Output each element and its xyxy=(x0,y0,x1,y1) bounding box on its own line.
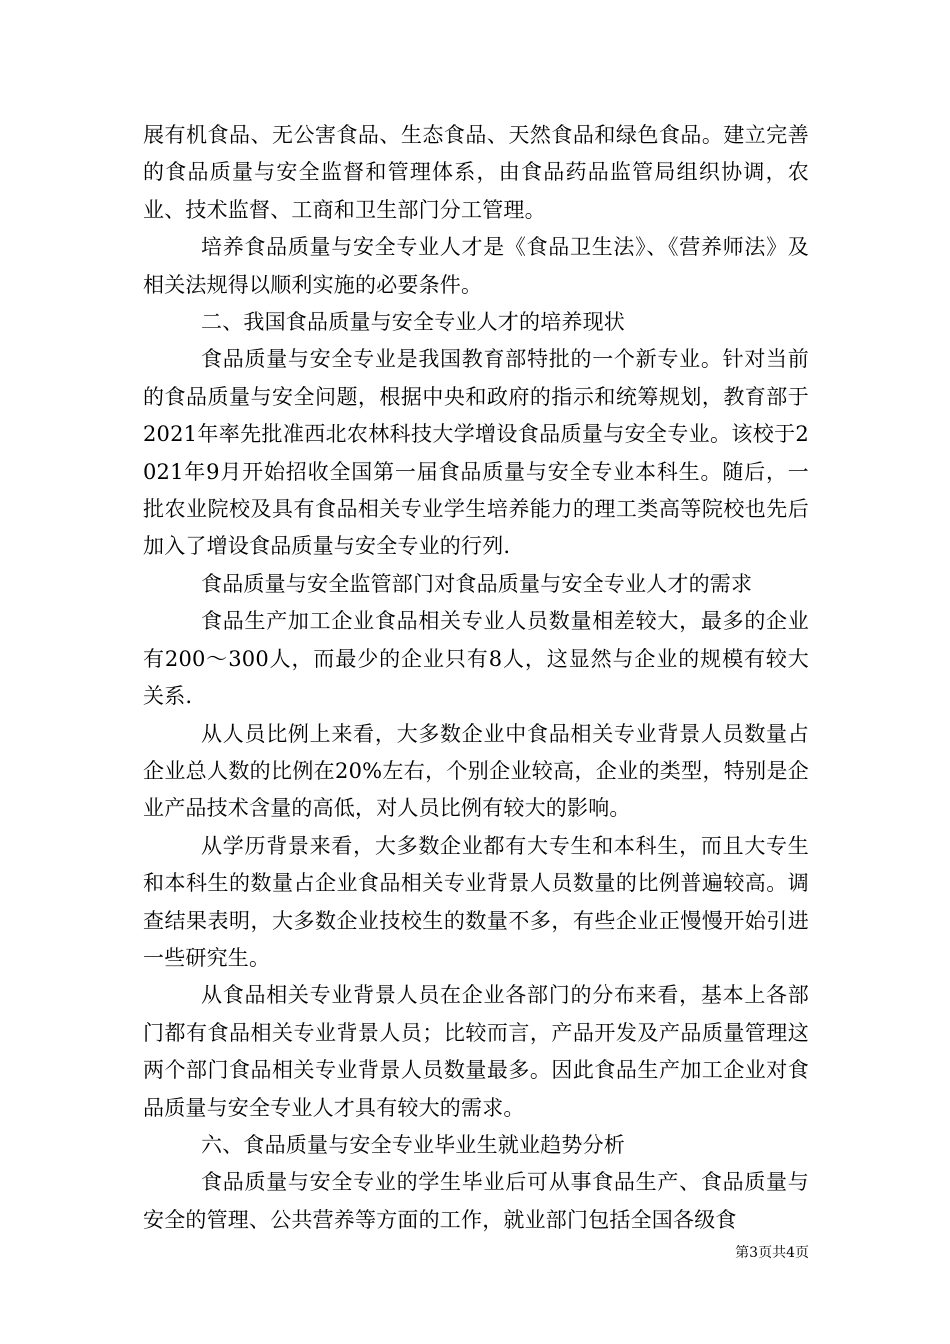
paragraph-staff-ratio: 从人员比例上来看，大多数企业中食品相关专业背景人员数量占企业总人数的比例在20%左右，个别企业较高，企业的类型，特别是企业产品技术含量的高低，对人员比例有较大的影响。 xyxy=(143,721,809,821)
paragraph-department-distribution: 从食品相关专业背景人员在企业各部门的分布来看，基本上各部门都有食品相关专业背景人员；比较而言，产品开发及产品质量管理这两个部门食品相关专业背景人员数量最多。因此食品生产加工企业对食品质量与安全专业人才具有较大的需求。 xyxy=(143,983,809,1120)
paragraph-employment-fields: 食品质量与安全专业的学生毕业后可从事食品生产、食品质量与安全的管理、公共营养等方面的工作，就业部门包括全国各级食 xyxy=(143,1170,809,1232)
section-heading-talent-demand: 食品质量与安全监管部门对食品质量与安全专业人才的需求 xyxy=(201,571,753,596)
paragraph-continuation: 展有机食品、无公害食品、生态食品、天然食品和绿色食品。建立完善的食品质量与安全监督和管理体系，由食品药品监管局组织协调，农业、技术监督、工商和卫生部门分工管理。 xyxy=(143,123,809,222)
section-heading-training-status: 二、我国食品质量与安全专业人才的培养现状 xyxy=(201,310,625,335)
document-body xyxy=(143,117,809,1239)
paragraph-talent-training-condition: 培养食品质量与安全专业人才是《食品卫生法》、《营养师法》及相关法规得以顺利实施的必要条件。 xyxy=(143,235,809,297)
page-number-footer: 第3页共4页 xyxy=(735,1245,809,1261)
section-heading-employment-trend: 六、食品质量与安全专业毕业生就业趋势分析 xyxy=(201,1132,625,1157)
paragraph-education-background: 从学历背景来看，大多数企业都有大专生和本科生，而且大专生和本科生的数量占企业食品相关专业背景人员数量的比例普遍较高。调查结果表明，大多数企业技校生的数量不多，有些企业正慢慢开始引进一些研究生。 xyxy=(143,833,809,970)
paragraph-new-major-history: 食品质量与安全专业是我国教育部特批的一个新专业。针对当前的食品质量与安全问题，根据中央和政府的指示和统筹规划，教育部于2021年率先批准西北农林科技大学增设食品质量与安全专业。该校于2021年9月开始招收全国第一届食品质量与安全专业本科生。随后，一批农业院校及具有食品相关专业学生培养能力的理工类高等院校也先后加入了增设食品质量与安全专业的行列. xyxy=(143,347,809,559)
paragraph-staff-numbers: 食品生产加工企业食品相关专业人员数量相差较大，最多的企业有200～300人，而最少的企业只有8人，这显然与企业的规模有较大关系. xyxy=(143,609,809,709)
